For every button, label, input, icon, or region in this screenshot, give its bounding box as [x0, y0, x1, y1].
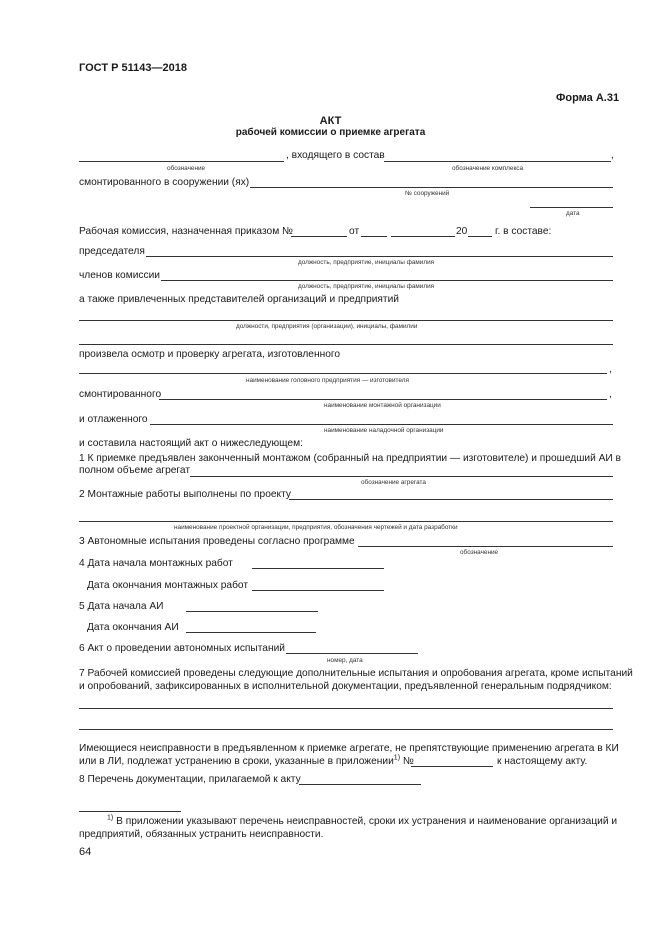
ai-start-line[interactable] [186, 611, 318, 612]
item-4-end: Дата окончания монтажных работ [87, 580, 249, 591]
commission-label: Рабочая комиссия, назначенная приказом № [79, 226, 293, 237]
program-caption: обозначение [460, 549, 499, 556]
defects-line-1: Имеющиеся неисправности в предъявленном к приемке агрегате, не препятствующие применению агрегата в КИ [79, 743, 619, 754]
page-number: 64 [79, 846, 92, 858]
structure-caption: № сооружений [405, 190, 450, 197]
defects-number-label: № [402, 756, 414, 767]
designation-line[interactable] [79, 161, 284, 162]
defects-footnote-ref: 1) [393, 754, 401, 762]
chairman-caption: должность, предприятие, инициалы фамилия [298, 259, 435, 266]
standard-number: ГОСТ Р 51143—2018 [79, 62, 187, 74]
order-month-line[interactable] [391, 236, 455, 237]
year-prefix: 20 [456, 226, 468, 237]
manufacturer-comma: , [609, 364, 612, 375]
from-label: от [349, 226, 360, 237]
order-year-line[interactable] [468, 236, 492, 237]
mount-end-line[interactable] [252, 590, 384, 591]
additional-tests-line-2[interactable] [79, 729, 613, 730]
mounting-comma: , [609, 389, 612, 400]
item-1-line-2: полном объеме агрегат [79, 465, 191, 476]
adjusted-label: и отлаженного [79, 414, 148, 425]
chairman-line[interactable] [146, 256, 613, 257]
mounted-label: смонтированного [79, 389, 162, 400]
item-8: 8 Перечень документации, прилагаемой к акту [79, 774, 301, 785]
members-caption: должность, предприятие, инициалы фамилия [298, 283, 435, 290]
act-caption: номер, дата [327, 657, 363, 664]
item-1-line-1: 1 К приемке предъявлен законченный монтажом (собранный на предприятии — изготовителе) и прошедший АИ в [79, 453, 621, 464]
included-label: , входящего в состав [286, 150, 385, 161]
additional-tests-line-1[interactable] [79, 708, 613, 709]
comma: , [611, 150, 614, 161]
item-5-start: 5 Дата начала АИ [79, 601, 164, 612]
item-7-line-1: 7 Рабочей комиссией проведены следующие дополнительные испытания и опробования агрегата, кроме испытаний [79, 668, 633, 679]
complex-line[interactable] [384, 161, 611, 162]
footnote-text-1: В приложении указывают перечень неисправностей, сроки их устранения и наименование организаций и [116, 816, 618, 827]
defects-line-2 [79, 756, 414, 768]
defects-text: или в ЛИ, подлежат устранению в сроки, указанные в приложении [79, 756, 394, 767]
order-day-line[interactable] [361, 236, 387, 237]
mount-start-line[interactable] [252, 568, 384, 569]
adjusting-org-line[interactable] [150, 424, 613, 425]
mounted-in-label: смонтированного в сооружении (ях) [79, 177, 250, 188]
form-number: Форма А.31 [556, 92, 620, 104]
footnote-line-2: предприятий, обязанных устранить неисправности. [79, 829, 324, 840]
complex-caption: обозначение комплекса [452, 165, 524, 172]
footnote-mark: 1) [107, 814, 114, 822]
defects-end: к настоящему акту. [497, 756, 588, 767]
document-subtitle: рабочей комиссии о приемке агрегата [235, 127, 426, 138]
item-2: 2 Монтажные работы выполнены по проекту [79, 489, 291, 500]
order-number-line[interactable] [291, 236, 347, 237]
ai-end-line[interactable] [186, 632, 316, 633]
document-title: АКТ [319, 115, 342, 127]
appendix-number-line[interactable] [411, 766, 493, 767]
item-6: 6 Акт о проведении автономных испытаний [79, 643, 285, 654]
designation-caption: обозначение [167, 165, 206, 172]
mounting-org-line[interactable] [159, 399, 607, 400]
manufacturer-caption: наименование головного предприятия — изготовителя [246, 377, 409, 384]
footnote-separator [79, 811, 181, 812]
compiled-label: и составила настоящий акт о нижеследующем: [79, 438, 303, 449]
footnote-line-1 [107, 816, 617, 828]
unit-caption: обозначение агрегата [361, 479, 426, 486]
item-4-start: 4 Дата начала монтажных работ [79, 558, 233, 569]
date-caption: дата [566, 210, 580, 217]
item-7-line-2: и опробований, зафиксированных в исполнительной документации, предъявленной генеральным подрядчиком: [79, 681, 612, 692]
documentation-line[interactable] [299, 784, 421, 785]
members-line[interactable] [161, 280, 613, 281]
members-label: членов комиссии [79, 270, 160, 281]
unit-line[interactable] [190, 476, 613, 477]
representatives-label: а также привлеченных представителей организаций и предприятий [79, 294, 399, 305]
act-line[interactable] [286, 653, 418, 654]
project-line-2[interactable] [79, 521, 613, 522]
item-5-end: Дата окончания АИ [87, 622, 179, 633]
representatives-line-1[interactable] [79, 320, 613, 321]
mounting-caption: наименование монтажной организации [324, 402, 441, 409]
representatives-caption: должности, предприятия (организации), инициалы, фамилии [236, 323, 418, 330]
item-3: 3 Автономные испытания проведены согласно программе [79, 536, 355, 547]
adjusting-caption: наименование наладочной организации [324, 427, 444, 434]
inspection-label: произвела осмотр и проверку агрегата, изготовленного [79, 349, 341, 360]
chairman-label: председателя [79, 246, 145, 257]
representatives-line-2[interactable] [79, 344, 613, 345]
project-caption: наименование проектной организации, предприятия, обозначения чертежей и дата разработки [174, 524, 458, 531]
composition-label: г. в составе: [495, 226, 552, 237]
manufacturer-line[interactable] [79, 373, 607, 374]
project-line-1[interactable] [289, 499, 613, 500]
date-line[interactable] [530, 207, 613, 208]
structure-line[interactable] [250, 187, 613, 188]
program-line[interactable] [358, 546, 613, 547]
